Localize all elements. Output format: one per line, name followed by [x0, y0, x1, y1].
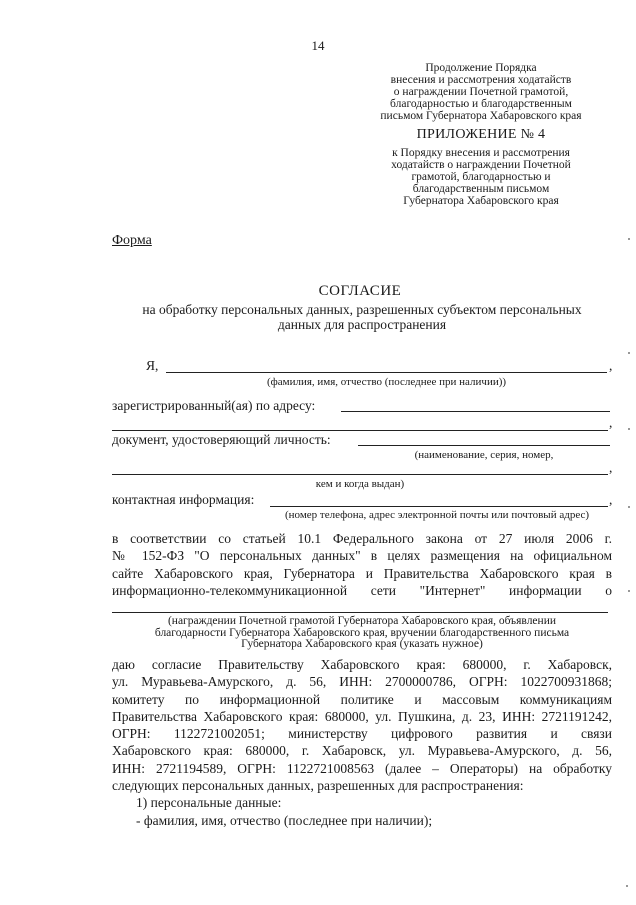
consent-paragraph-1 [112, 530, 612, 600]
document-caption: (наименование, серия, номер, [414, 449, 554, 461]
contact-label: контактная информация: [112, 492, 255, 507]
header-line: о награждении Почетной грамотой, [393, 86, 569, 98]
scan-speck [628, 506, 630, 508]
appendix-title: ПРИЛОЖЕНИЕ № 4 [416, 127, 546, 142]
document-title: СОГЛАСИЕ [318, 283, 402, 299]
appendix-line: к Порядку внесения и рассмотрения [392, 147, 570, 159]
paragraph-line: ОГРН: 1122721002051; министерству цифрового развития и связи [112, 726, 612, 742]
comma: , [609, 358, 613, 373]
document-label: документ, удостоверяющий личность: [112, 432, 331, 447]
address-line[interactable] [341, 411, 610, 412]
comma: , [609, 460, 613, 475]
header-line: письмом Губернатора Хабаровского края [380, 110, 582, 122]
scan-speck [626, 885, 628, 887]
award-type-caption [112, 616, 612, 651]
document-caption-2: кем и когда выдан) [315, 478, 405, 490]
page-number: 14 [311, 38, 325, 53]
list-item: - фамилия, имя, отчество (последнее при наличии); [136, 812, 433, 828]
caption-line: Губернатора Хабаровского края (указать нужное) [241, 638, 483, 651]
document-subtitle [112, 302, 612, 332]
appendix-line: Губернатора Хабаровского края [403, 195, 559, 207]
fullname-caption: (фамилия, имя, отчество (последнее при наличии)) [266, 376, 507, 388]
paragraph-line: ул. Муравьева-Амурского, д. 56, ИНН: 2700000786, ОГРН: 1022700931868; [112, 674, 612, 690]
caption-line: (награждении Почетной грамотой Губернатора Хабаровского края, объявлении [167, 615, 557, 627]
scan-speck [628, 590, 630, 592]
paragraph-line: сайте Хабаровского края, Губернатора и Правительства Хабаровского края в [112, 565, 612, 581]
paragraph-line: в соответствии со статьей 10.1 Федерального закона от 27 июля 2006 г. [112, 531, 612, 546]
award-type-line[interactable] [112, 612, 608, 613]
consent-paragraph-2 [112, 656, 612, 829]
header-line: благодарностью и благодарственным [390, 98, 572, 110]
document-line-2[interactable] [112, 474, 608, 475]
scan-speck [628, 352, 630, 354]
paragraph-line: следующих персональных данных, разрешенных для распространения: [112, 778, 524, 794]
header-continuation [356, 62, 606, 122]
list-item: 1) персональные данные: [136, 795, 282, 811]
paragraph-line: даю согласие Правительству Хабаровского края: 680000, г. Хабаровск, [112, 657, 612, 672]
address-label: зарегистрированный(ая) по адресу: [112, 398, 316, 413]
comma: , [609, 492, 613, 507]
scan-speck [628, 428, 630, 430]
contact-line[interactable] [270, 506, 608, 507]
subtitle-line: на обработку персональных данных, разрешенных субъектом персональных [142, 302, 582, 317]
subtitle-line: данных для распространения [277, 317, 447, 332]
appendix-line: ходатайств о награждении Почетной [391, 159, 571, 171]
paragraph-line: информационно-телекоммуникационной сети "Интернет" информации о [112, 583, 612, 599]
appendix-reference [356, 147, 606, 207]
contact-caption: (номер телефона, адрес электронной почты или почтовый адрес) [284, 509, 590, 521]
address-line-2[interactable] [112, 430, 608, 431]
comma: , [609, 415, 613, 430]
paragraph-line: Правительства Хабаровского края: 680000, ул. Пушкина, д. 23, ИНН: 2721191242, [112, 708, 612, 724]
scan-speck [628, 238, 630, 240]
paragraph-line: № 152-ФЗ "О персональных данных" в целях размещения на официальном [112, 548, 612, 564]
paragraph-line: Хабаровского края: 680000, г. Хабаровск, ул. Муравьева-Амурского, д. 56, [112, 743, 612, 759]
caption-line: благодарности Губернатора Хабаровского края, вручении благодарственного письма [154, 626, 570, 639]
paragraph-line: ИНН: 2721194589, ОГРН: 1122721008563 (далее – Операторы) на обработку [112, 760, 612, 776]
fullname-line[interactable] [166, 372, 607, 373]
appendix-line: благодарственным письмом [412, 183, 550, 195]
paragraph-line: комитету по информационной политике и массовым коммуникациям [112, 691, 612, 707]
form-label: Форма [112, 233, 152, 248]
i-label: Я, [146, 358, 159, 373]
appendix-line: грамотой, благодарностью и [411, 171, 551, 183]
header-line: Продолжение Порядка [425, 62, 537, 74]
document-line[interactable] [358, 445, 610, 446]
header-line: внесения и рассмотрения ходатайств [390, 74, 572, 86]
